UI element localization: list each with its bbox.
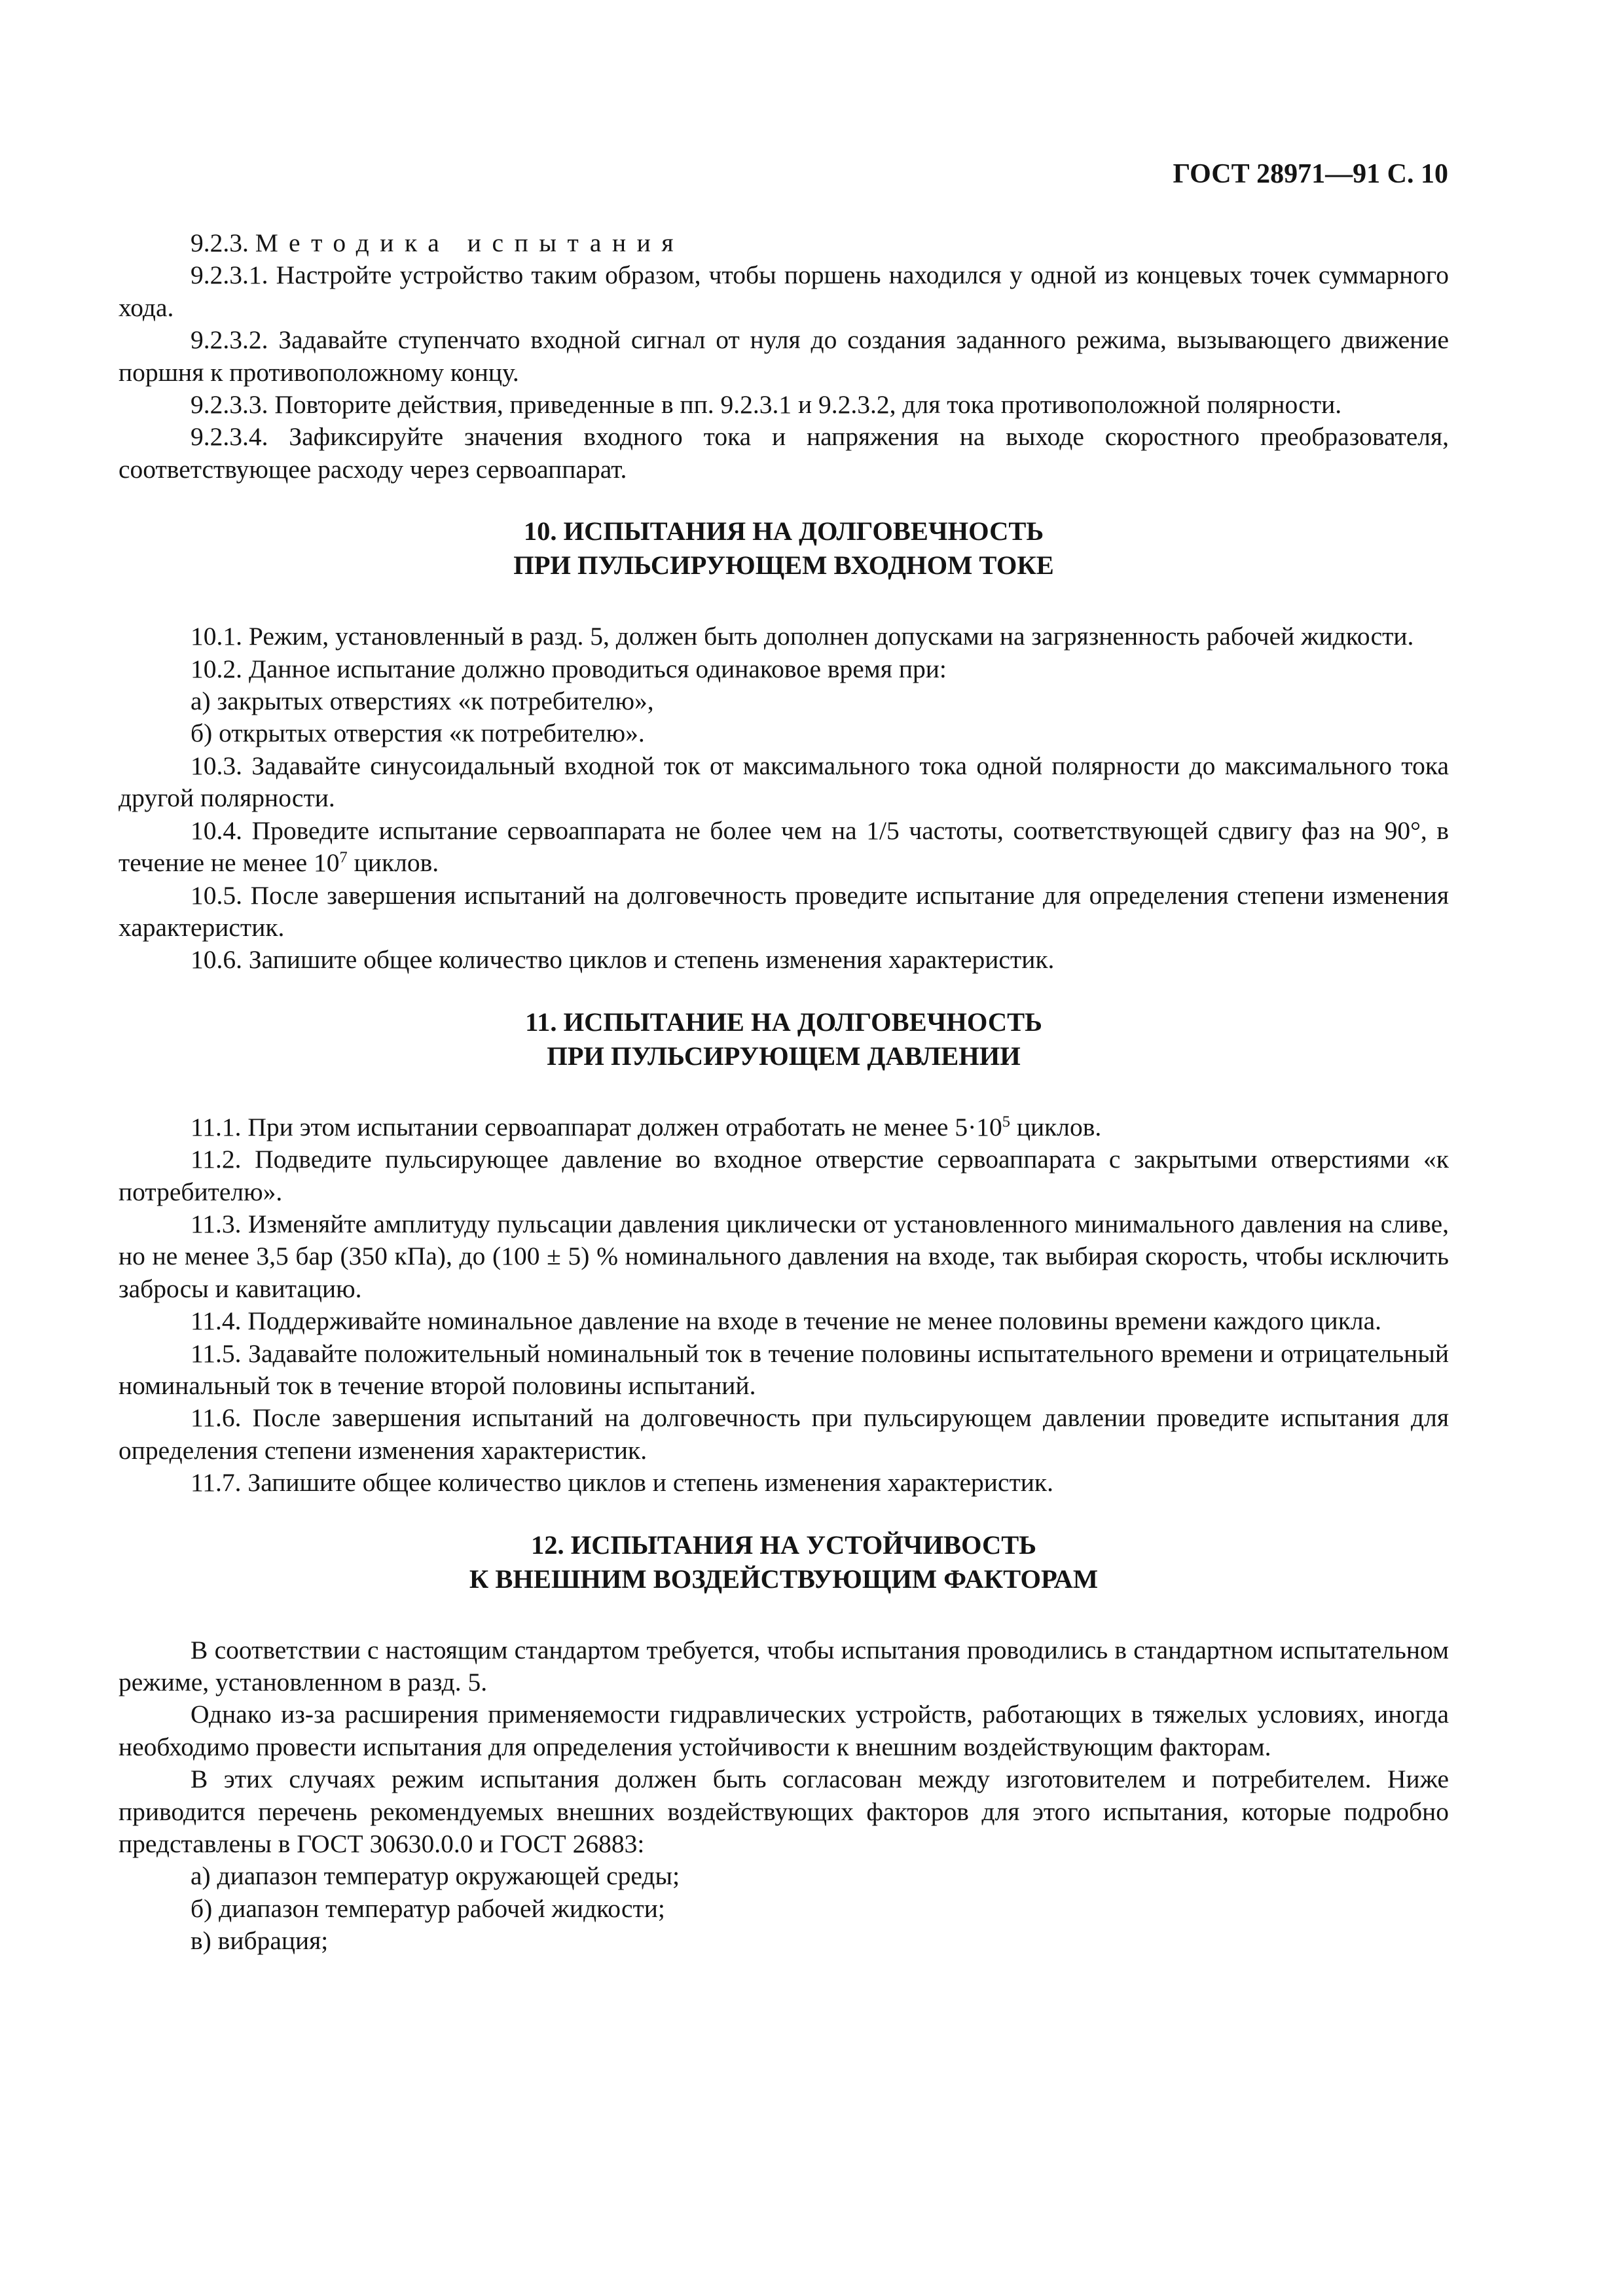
paragraph-10-4-tail: циклов. <box>347 848 439 878</box>
paragraph-9-2-3-1: 9.2.3.1. Настройте устройство таким образом, чтобы поршень находился у одной из концевых точек суммарного хода. <box>119 260 1449 322</box>
paragraph-10-4-text: 10.4. Проведите испытание сервоаппарата не более чем на 1/5 частоты, соответствующей сдвигу фаз на 90°, в течение не менее 10 <box>119 816 1449 878</box>
paragraph-11-5: 11.5. Задавайте положительный номинальный ток в течение половины испытательного времени и отрицательный номинальный ток в течение второй половины испытаний. <box>119 1338 1449 1400</box>
paragraph-11-6: 11.6. После завершения испытаний на долговечность при пульсирующем давлении проведите испытания для определения степени изменения характеристик. <box>119 1403 1449 1465</box>
list-item-12-c: в) вибрация; <box>191 1926 329 1956</box>
paragraph-9-2-3-2: 9.2.3.2. Задавайте ступенчато входной сигнал от нуля до создания заданного режима, вызывающего движение поршня к противоположному концу. <box>119 325 1449 387</box>
paragraph-12-1: В соответствии с настоящим стандартом требуется, чтобы испытания проводились в стандартном испытательном режиме, установленном в разд. 5. <box>119 1635 1449 1696</box>
section-11-heading <box>119 1005 1449 1073</box>
section-12-title-line-2: К ВНЕШНИМ ВОЗДЕЙСТВУЮЩИМ ФАКТОРАМ <box>469 1564 1099 1594</box>
running-header: ГОСТ 28971—91 С. 10 <box>1173 159 1448 189</box>
paragraph-9-2-3-3: 9.2.3.3. Повторите действия, приведенные в пп. 9.2.3.1 и 9.2.3.2, для тока противоположной полярности. <box>191 390 1342 420</box>
section-10-heading <box>119 514 1449 583</box>
list-item-12-b: б) диапазон температур рабочей жидкости; <box>191 1893 665 1923</box>
paragraph-10-6: 10.6. Запишите общее количество циклов и степень изменения характеристик. <box>191 945 1055 975</box>
document-body <box>119 227 1449 1958</box>
list-item-10-a: а) закрытых отверстиях «к потребителю», <box>191 687 654 716</box>
paragraph-12-2: Однако из-за расширения применяемости гидравлических устройств, работающих в тяжелых условиях, иногда необходимо провести испытания для определения устойчивости к внешним воздействующим факторам. <box>119 1700 1449 1761</box>
section-10-title-line-1: 10. ИСПЫТАНИЯ НА ДОЛГОВЕЧНОСТЬ <box>523 516 1044 547</box>
method-heading <box>119 227 1449 259</box>
exponent: 7 <box>339 848 348 867</box>
paragraph-11-1-text: 11.1. При этом испытании сервоаппарат должен отработать не менее 5·10 <box>191 1112 1002 1141</box>
section-10-title-line-2: ПРИ ПУЛЬСИРУЮЩЕМ ВХОДНОМ ТОКЕ <box>513 550 1054 581</box>
paragraph-11-7: 11.7. Запишите общее количество циклов и степень изменения характеристик. <box>191 1468 1053 1498</box>
paragraph-12-3: В этих случаях режим испытания должен быть согласован между изготовителем и потребителем. Ниже приводится перечень рекомендуемых внешних воздействующих факторов для этого испытания, которые подробно представлены в ГОСТ 30630.0.0 и ГОСТ 26883: <box>119 1765 1449 1859</box>
list-item-12-a: а) диапазон температур окружающей среды; <box>191 1861 680 1891</box>
paragraph-11-1 <box>119 1111 1449 1143</box>
paragraph-10-1: 10.1. Режим, установленный в разд. 5, должен быть дополнен допусками на загрязненность рабочей жидкости. <box>191 622 1414 651</box>
paragraph-10-2: 10.2. Данное испытание должно проводиться одинаковое время при: <box>191 654 947 683</box>
paragraph-11-4: 11.4. Поддерживайте номинальное давление на входе в течение не менее половины времени каждого цикла. <box>191 1306 1382 1336</box>
section-11-title-line-2: ПРИ ПУЛЬСИРУЮЩЕМ ДАВЛЕНИИ <box>547 1041 1021 1071</box>
paragraph-11-3: 11.3. Изменяйте амплитуду пульсации давления циклически от установленного минимального давления на сливе, но не менее 3,5 бар (350 кПа), до (100 ± 5) % номинального давления на входе, так выбирая скорость, чтобы исключить забросы и кавитацию. <box>119 1209 1449 1303</box>
paragraph-10-3: 10.3. Задавайте синусоидальный входной ток от максимального тока одной полярности до максимального тока другой полярности. <box>119 751 1449 813</box>
section-12-heading <box>119 1528 1449 1596</box>
exponent: 5 <box>1002 1113 1010 1131</box>
paragraph-10-5: 10.5. После завершения испытаний на долговечность проведите испытание для определения степени изменения характеристик. <box>119 880 1449 942</box>
paragraph-9-2-3-4: 9.2.3.4. Зафиксируйте значения входного тока и напряжения на выходе скоростного преобразователя, соответствующее расходу через сервоаппарат. <box>119 422 1449 484</box>
section-11-title-line-1: 11. ИСПЫТАНИЕ НА ДОЛГОВЕЧНОСТЬ <box>525 1007 1042 1037</box>
paragraph-11-1-tail: циклов. <box>1010 1112 1102 1141</box>
section-12-title-line-1: 12. ИСПЫТАНИЯ НА УСТОЙЧИВОСТЬ <box>531 1530 1036 1560</box>
paragraph-11-2: 11.2. Подведите пульсирующее давление во входное отверстие сервоаппарата с закрытыми отверстиями «к потребителю». <box>119 1145 1449 1206</box>
method-title: Методика испытания <box>255 228 685 257</box>
paragraph-10-4 <box>119 815 1449 880</box>
method-number: 9.2.3. <box>191 228 249 257</box>
list-item-10-b: б) открытых отверстия «к потребителю». <box>191 719 645 748</box>
